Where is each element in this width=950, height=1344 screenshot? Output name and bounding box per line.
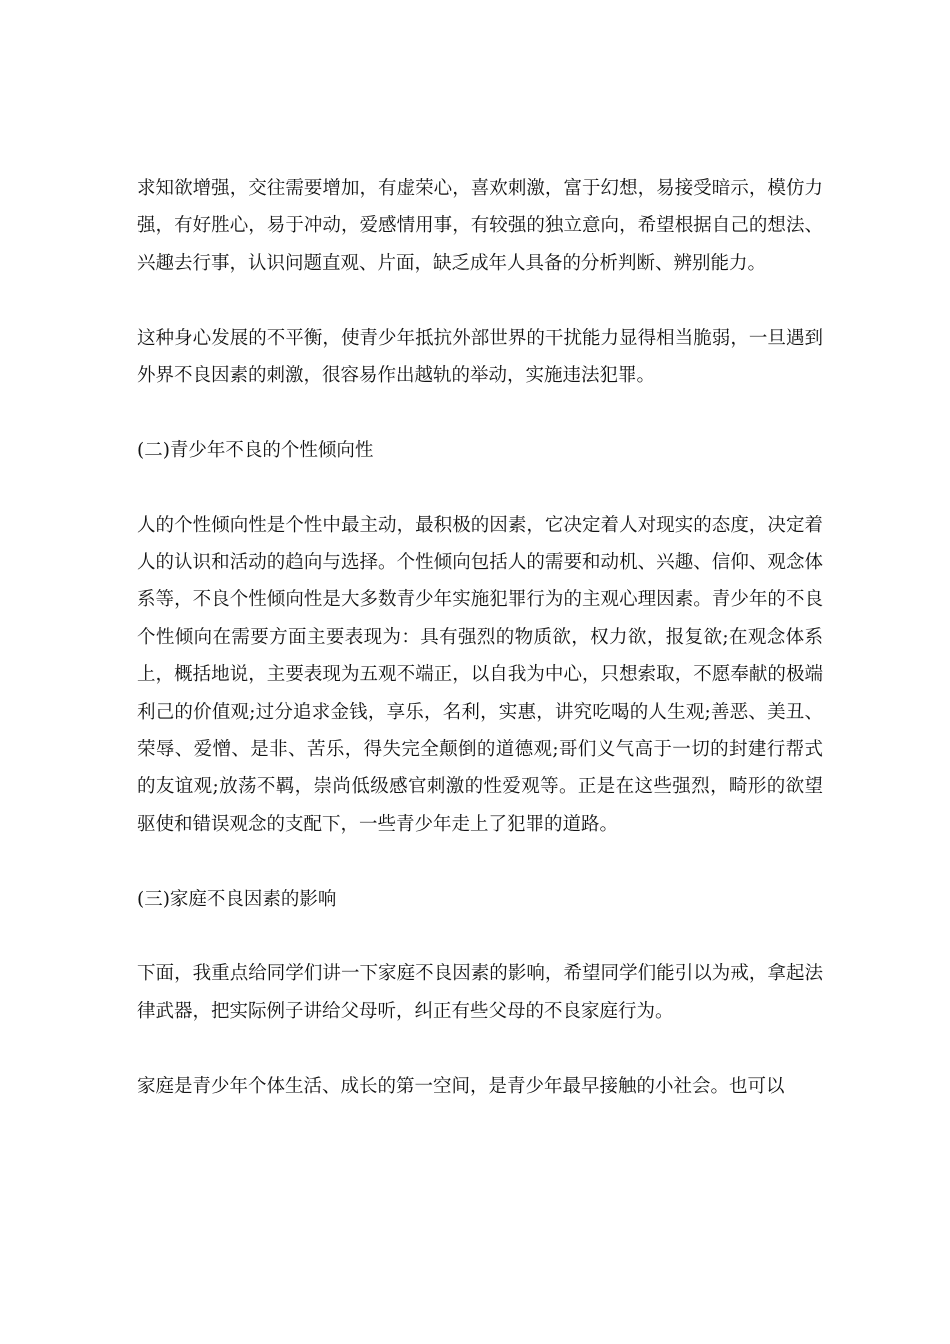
paragraph-spacer xyxy=(137,1030,823,1067)
section-heading-personality: (二)青少年不良的个性倾向性 xyxy=(137,439,374,461)
paragraph-family-intro: 下面，我重点给同学们讲一下家庭不良因素的影响，希望同学们能引以为戒，拿起法律武器，把实际例子讲给父母听，纠正有些父母的不良家庭行为。 xyxy=(137,963,823,1022)
paragraph-spacer xyxy=(137,282,823,319)
paragraph-spacer xyxy=(137,843,823,880)
paragraph-psychology-traits: 求知欲增强，交往需要增加，有虚荣心，喜欢刺激，富于幻想，易接受暗示，模仿力强，有好胜心，易于冲动，爱感情用事，有较强的独立意向，希望根据自己的想法、兴趣去行事，认识问题直观、片面，缺乏成年人具备的分析判断、辨别能力。 xyxy=(137,178,823,274)
paragraph-spacer xyxy=(137,469,823,506)
paragraph-personality-tendency: 人的个性倾向性是个性中最主动，最积极的因素，它决定着人对现实的态度，决定着人的认识和活动的趋向与选择。个性倾向包括人的需要和动机、兴趣、信仰、观念体系等，不良个性倾向性是大多数青少年实施犯罪行为的主观心理因素。青少年的不良个性倾向在需要方面主要表现为：具有强烈的物质欲，权力欲，报复欲;在观念体系上，概括地说，主要表现为五观不端正，以自我为中心，只想索取，不愿奉献的极端利己的价值观;过分追求金钱，享乐，名利，实惠，讲究吃喝的人生观;善恶、美丑、荣辱、爱憎、是非、苦乐，得失完全颠倒的道德观;哥们义气高于一切的封建行帮式的友谊观;放荡不羁，崇尚低级感官刺激的性爱观等。正是在这些强烈，畸形的欲望驱使和错误观念的支配下，一些青少年走上了犯罪的道路。 xyxy=(137,514,823,835)
document-body xyxy=(137,170,823,1105)
paragraph-spacer xyxy=(137,394,823,431)
paragraph-spacer xyxy=(137,918,823,955)
paragraph-family-space: 家庭是青少年个体生活、成长的第一空间，是青少年最早接触的小社会。也可以 xyxy=(137,1075,785,1097)
section-heading-family: (三)家庭不良因素的影响 xyxy=(137,888,337,910)
paragraph-imbalance: 这种身心发展的不平衡，使青少年抵抗外部世界的干扰能力显得相当脆弱，一旦遇到外界不良因素的刺激，很容易作出越轨的举动，实施违法犯罪。 xyxy=(137,327,823,387)
